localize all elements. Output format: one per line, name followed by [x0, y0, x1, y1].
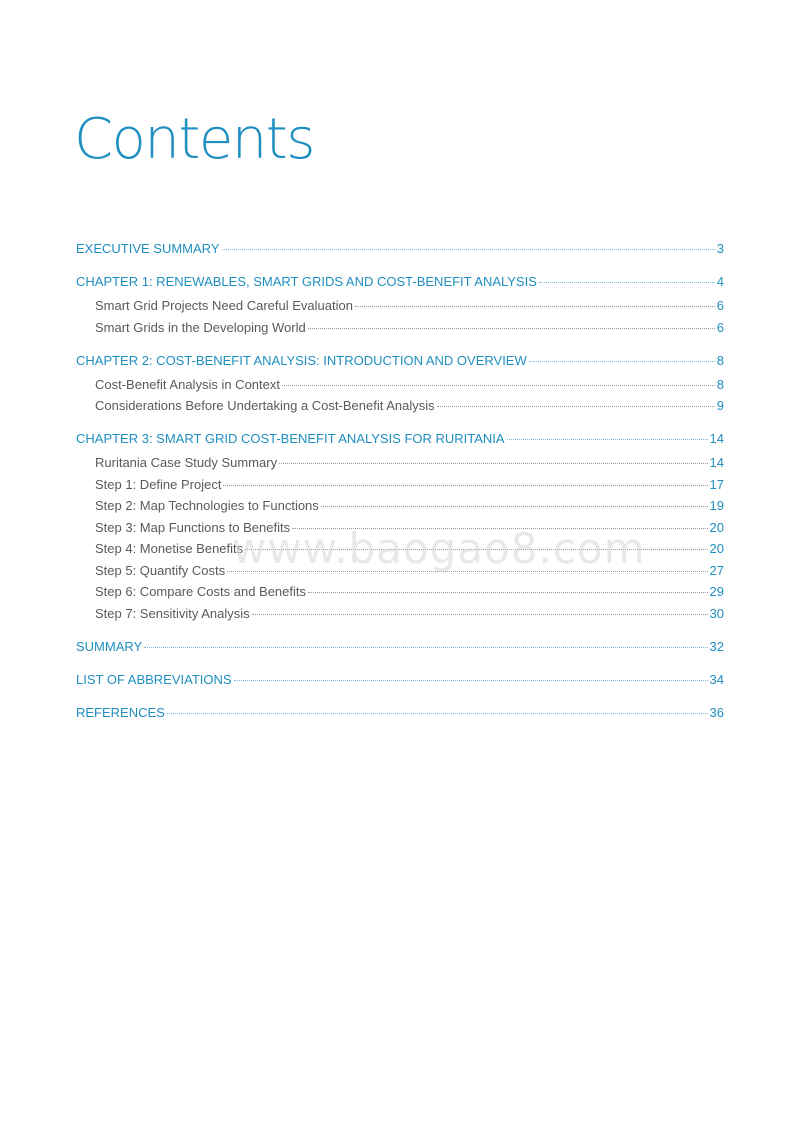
toc-page-number: 8	[716, 376, 724, 392]
toc-page-number: 29	[709, 584, 724, 599]
toc-item-3-1[interactable]	[76, 476, 724, 494]
toc-page-number: 14	[709, 431, 724, 446]
toc-entry-label: Step 4: Monetise Benefits	[95, 541, 244, 556]
toc-entry-label: EXECUTIVE SUMMARY	[76, 241, 220, 256]
dot-leader	[234, 680, 708, 681]
toc-page-number: 17	[709, 476, 724, 492]
toc-page-number: 3	[716, 241, 724, 256]
toc-chapter-3[interactable]	[76, 430, 724, 448]
toc-entry-label: Cost-Benefit Analysis in Context	[95, 376, 280, 392]
dot-leader	[245, 549, 707, 550]
dot-leader	[292, 528, 707, 529]
toc-item-3-0[interactable]	[76, 454, 724, 472]
toc-entry-label: CHAPTER 1: RENEWABLES, SMART GRIDS AND COST-BENEFIT ANALYSIS	[76, 274, 537, 289]
dot-leader	[279, 463, 707, 464]
dot-leader	[252, 614, 708, 615]
toc-entry-label: Step 6: Compare Costs and Benefits	[95, 584, 307, 599]
dot-leader	[539, 282, 715, 283]
toc-entry-label: CHAPTER 2: COST-BENEFIT ANALYSIS: INTRODUCTION AND OVERVIEW	[76, 352, 527, 368]
dot-leader	[321, 506, 708, 507]
toc-page-number: 20	[709, 541, 724, 556]
toc-entry-label: Ruritania Case Study Summary	[95, 455, 278, 470]
toc-page-number: 9	[716, 398, 724, 413]
toc-item-3-5[interactable]	[76, 562, 724, 580]
toc-entry-label: Step 1: Define Project	[95, 476, 222, 492]
toc-entry-label: CHAPTER 3: SMART GRID COST-BENEFIT ANALYSIS FOR RURITANIA	[76, 431, 505, 446]
toc-page-number: 4	[716, 274, 724, 289]
toc-item-1-0[interactable]	[76, 297, 724, 315]
toc-page-number: 8	[716, 352, 724, 368]
toc-chapter-4[interactable]	[76, 638, 724, 656]
dot-leader	[222, 249, 715, 250]
toc-chapter-2[interactable]	[76, 352, 724, 370]
toc-page-number: 14	[709, 455, 724, 470]
watermark: www.baogao8.com	[232, 524, 646, 573]
toc-page-number: 30	[709, 605, 724, 621]
toc-entry-label: Step 3: Map Functions to Benefits	[95, 519, 291, 535]
toc-page-number: 6	[716, 319, 724, 335]
toc-entry-label: Step 5: Quantify Costs	[95, 562, 226, 578]
toc-entry-label: Considerations Before Undertaking a Cost-Benefit Analysis	[95, 398, 435, 413]
toc-chapter-6[interactable]	[76, 704, 724, 722]
dot-leader	[355, 306, 715, 307]
toc-page-number: 20	[709, 519, 724, 535]
toc-item-3-7[interactable]	[76, 605, 724, 623]
toc-page-number: 36	[709, 704, 724, 720]
toc-entry-label: REFERENCES	[76, 704, 165, 720]
toc-page-number: 32	[709, 638, 724, 654]
dot-leader	[167, 713, 708, 714]
toc-item-2-0[interactable]	[76, 376, 724, 394]
toc-item-3-3[interactable]	[76, 519, 724, 537]
toc-item-1-1[interactable]	[76, 319, 724, 337]
table-of-contents	[76, 240, 724, 728]
toc-chapter-0[interactable]	[76, 240, 724, 258]
dot-leader	[437, 406, 715, 407]
toc-page-number: 27	[709, 562, 724, 578]
toc-item-3-2[interactable]	[76, 497, 724, 515]
toc-page-number: 6	[716, 298, 724, 313]
toc-entry-label: LIST OF ABBREVIATIONS	[76, 671, 232, 687]
toc-item-3-6[interactable]	[76, 583, 724, 601]
toc-entry-label: Smart Grid Projects Need Careful Evaluation	[95, 298, 353, 313]
toc-entry-label: SUMMARY	[76, 638, 143, 654]
toc-item-3-4[interactable]	[76, 540, 724, 558]
dot-leader	[529, 361, 715, 362]
toc-page-number: 19	[709, 498, 724, 513]
toc-chapter-1[interactable]	[76, 273, 724, 291]
toc-entry-label: Step 2: Map Technologies to Functions	[95, 498, 319, 513]
dot-leader	[308, 592, 708, 593]
toc-page-number: 34	[709, 671, 724, 687]
dot-leader	[282, 385, 715, 386]
toc-entry-label: Step 7: Sensitivity Analysis	[95, 605, 250, 621]
dot-leader	[308, 328, 715, 329]
dot-leader	[223, 485, 707, 486]
dot-leader	[507, 439, 708, 440]
page-title: Contents	[74, 107, 314, 172]
toc-item-2-1[interactable]	[76, 397, 724, 415]
dot-leader	[144, 647, 707, 648]
toc-chapter-5[interactable]	[76, 671, 724, 689]
dot-leader	[227, 571, 707, 572]
toc-entry-label: Smart Grids in the Developing World	[95, 319, 306, 335]
